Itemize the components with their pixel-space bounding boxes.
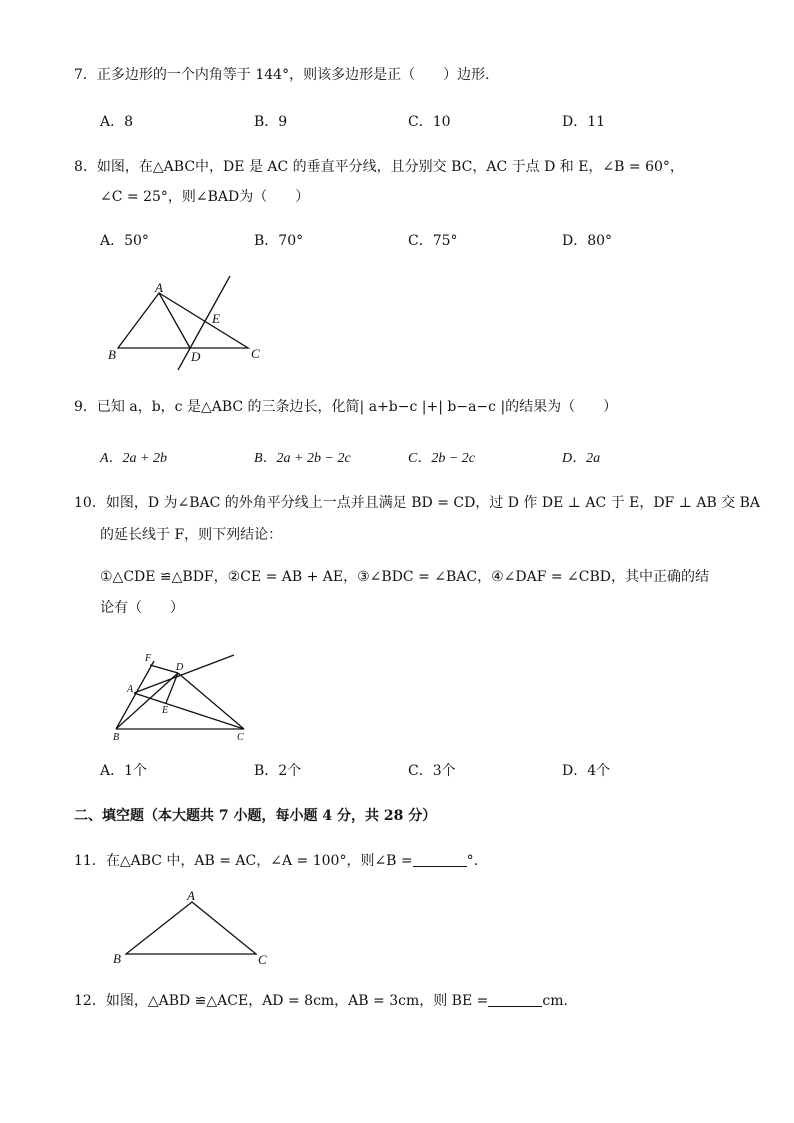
q11-answer-blank[interactable] xyxy=(413,852,467,867)
label-d: D xyxy=(176,662,184,673)
q7-option-a: A．8 xyxy=(100,114,134,130)
label-f: F xyxy=(145,653,152,664)
q9-stem: 9．已知 a，b，c 是△ABC 的三条边长，化简| a+b−c |+| b−a−c |的结果为（ ） xyxy=(74,399,618,415)
q8-figure xyxy=(100,270,280,375)
q10-stem-line4: 论有（ ） xyxy=(100,600,184,616)
label-b: B xyxy=(113,732,120,743)
q8-option-c: C．75° xyxy=(408,233,458,249)
label-c: C xyxy=(251,346,260,361)
q10-option-a: A．1个 xyxy=(100,763,148,779)
q7-option-c: C．10 xyxy=(408,114,451,130)
label-e: E xyxy=(162,705,169,716)
line-bf xyxy=(116,661,154,729)
triangle-abc xyxy=(126,902,256,954)
line-df xyxy=(150,665,178,673)
q12-answer-blank[interactable] xyxy=(488,992,542,1007)
q9-option-d: D．2a xyxy=(562,451,601,466)
line-bd xyxy=(116,673,178,729)
q11-stem-text: 11．在△ABC 中，AB = AC，∠A = 100°，则∠B = xyxy=(74,853,413,869)
q12-stem-unit: cm. xyxy=(542,993,568,1009)
q9-option-a: A．2a + 2b xyxy=(100,451,167,466)
line-dc xyxy=(178,673,244,729)
q10-stem-line1: 10．如图，D 为∠BAC 的外角平分线上一点并且满足 BD = CD，过 D 作 DE ⊥ AC 于 E，DF ⊥ AB 交 BA xyxy=(74,495,761,511)
q7-option-d: D．11 xyxy=(562,114,606,130)
triangle-abc xyxy=(118,293,248,348)
label-e: E xyxy=(212,311,220,326)
q11-stem xyxy=(74,851,478,871)
q12-stem-text: 12．如图，△ABD ≌△ACE，AD = 8cm，AB = 3cm，则 BE = xyxy=(74,993,489,1009)
q8-stem-line1: 8．如图，在△ABC中，DE 是 AC 的垂直平分线，且分别交 BC，AC 于点 D 和 E，∠B = 60°， xyxy=(74,159,684,175)
segment-ad xyxy=(159,293,190,348)
label-d: D xyxy=(191,349,201,364)
q11-figure xyxy=(108,888,278,968)
q10-stem-line3: ①△CDE ≌△BDF，②CE = AB + AE，③∠BDC = ∠BAC，④∠DAF = ∠CBD，其中正确的结 xyxy=(100,569,710,585)
q9-option-c: C．2b − 2c xyxy=(408,451,475,466)
label-a: A xyxy=(187,888,195,903)
label-b: B xyxy=(113,951,121,966)
q10-stem-line2: 的延长线于 F，则下列结论： xyxy=(100,527,283,543)
label-a: A xyxy=(127,684,134,695)
label-a: A xyxy=(155,280,163,295)
q8-option-d: D．80° xyxy=(562,233,613,249)
q12-stem xyxy=(74,991,568,1011)
q10-option-b: B．2个 xyxy=(254,763,302,779)
q10-option-d: D．4个 xyxy=(562,763,611,779)
q10-option-c: C．3个 xyxy=(408,763,456,779)
section-2-title: 二、填空题（本大题共 7 小题，每小题 4 分，共 28 分） xyxy=(74,808,437,824)
q8-stem-line2: ∠C = 25°，则∠BAD为（ ） xyxy=(100,189,310,205)
q7-stem: 7．正多边形的一个内角等于 144°，则该多边形是正（ ）边形. xyxy=(74,67,490,83)
perpendicular-bisector-de xyxy=(178,276,230,370)
q7-option-b: B．9 xyxy=(254,114,288,130)
label-c: C xyxy=(237,732,244,743)
label-b: B xyxy=(108,347,116,362)
q11-stem-unit: °. xyxy=(466,853,479,869)
q8-option-a: A．50° xyxy=(100,233,149,249)
label-c: C xyxy=(258,952,267,967)
q9-option-b: B．2a + 2b − 2c xyxy=(254,451,351,466)
q8-option-b: B．70° xyxy=(254,233,304,249)
q10-figure xyxy=(110,645,250,745)
line-de xyxy=(166,673,178,703)
